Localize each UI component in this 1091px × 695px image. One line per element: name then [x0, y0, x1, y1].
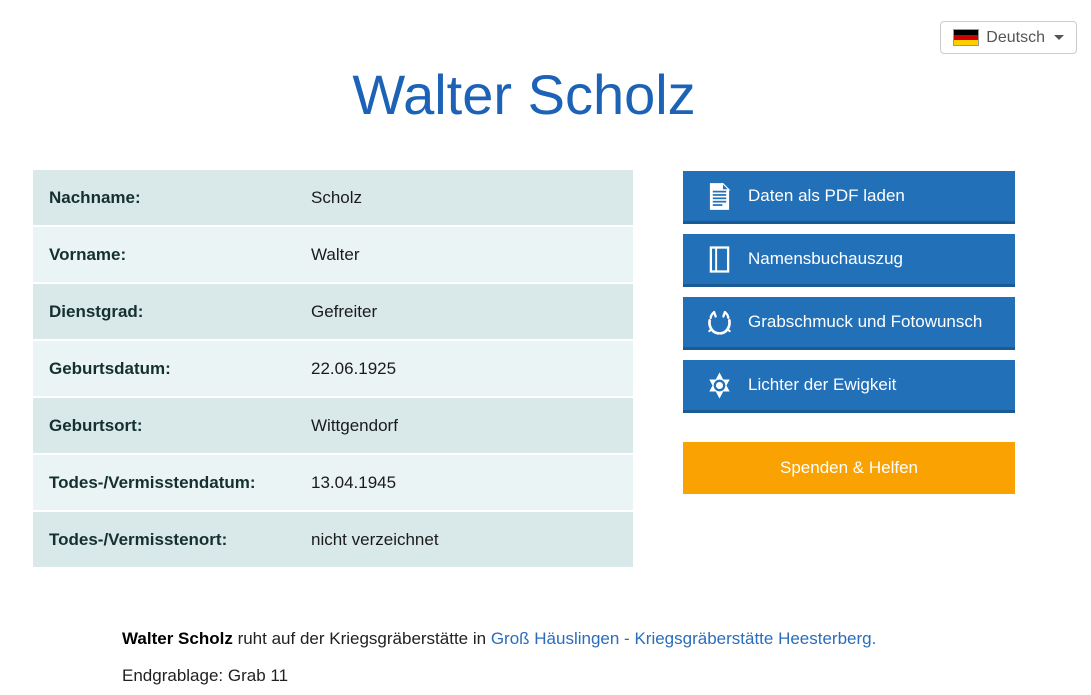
row-value: 13.04.1945 — [311, 472, 397, 492]
table-row — [33, 341, 633, 396]
grave-location-line: Endgrablage: Grab 11 — [122, 666, 289, 685]
row-label: Vorname: — [49, 244, 127, 264]
row-value: Wittgendorf — [311, 415, 398, 435]
table-row — [33, 284, 633, 339]
row-value: 22.06.1925 — [311, 358, 397, 378]
pdf-file-icon — [706, 182, 733, 210]
german-flag-icon — [953, 29, 979, 46]
person-name: Walter Scholz — [122, 629, 233, 648]
action-button-label: Lichter der Ewigkeit — [748, 375, 897, 394]
donate-button[interactable]: Spenden & Helfen — [683, 442, 1015, 494]
row-value: Walter — [311, 244, 360, 264]
burial-info — [122, 628, 876, 695]
caret-down-icon — [1054, 35, 1064, 40]
table-row — [33, 512, 633, 567]
action-button-label: Grabschmuck und Fotowunsch — [748, 312, 983, 331]
row-label: Geburtsort: — [49, 415, 143, 435]
row-value: Scholz — [311, 187, 363, 207]
lights-of-eternity-button[interactable] — [683, 360, 1015, 413]
laurel-wreath-icon — [706, 308, 733, 336]
row-label: Dienstgrad: — [49, 301, 144, 321]
download-pdf-button[interactable] — [683, 171, 1015, 224]
action-button-column — [683, 171, 1015, 494]
name-book-icon — [706, 245, 733, 273]
language-selector[interactable] — [940, 21, 1077, 54]
grave-decoration-button[interactable] — [683, 297, 1015, 350]
table-row — [33, 227, 633, 282]
table-row — [33, 398, 633, 453]
language-label: Deutsch — [986, 28, 1045, 46]
table-row — [33, 170, 633, 225]
row-value: Gefreiter — [311, 301, 378, 321]
cemetery-link[interactable]: Groß Häuslingen - Kriegsgräberstätte Heesterberg. — [490, 629, 877, 648]
action-button-label: Daten als PDF laden — [748, 186, 905, 205]
page-title: Walter Scholz — [352, 62, 696, 126]
table-row — [33, 455, 633, 510]
row-value: nicht verzeichnet — [311, 529, 439, 549]
row-label: Nachname: — [49, 187, 141, 207]
action-button-label: Namensbuchauszug — [748, 249, 903, 268]
row-label: Geburtsdatum: — [49, 358, 171, 378]
row-label: Todes-/Vermisstenort: — [49, 529, 228, 549]
memorial-star-icon — [706, 371, 733, 399]
burial-text: ruht auf der Kriegsgräberstätte in — [232, 629, 491, 648]
burial-sentence — [122, 628, 876, 650]
row-label: Todes-/Vermisstendatum: — [49, 472, 256, 492]
record-table — [33, 170, 633, 569]
name-book-extract-button[interactable] — [683, 234, 1015, 287]
